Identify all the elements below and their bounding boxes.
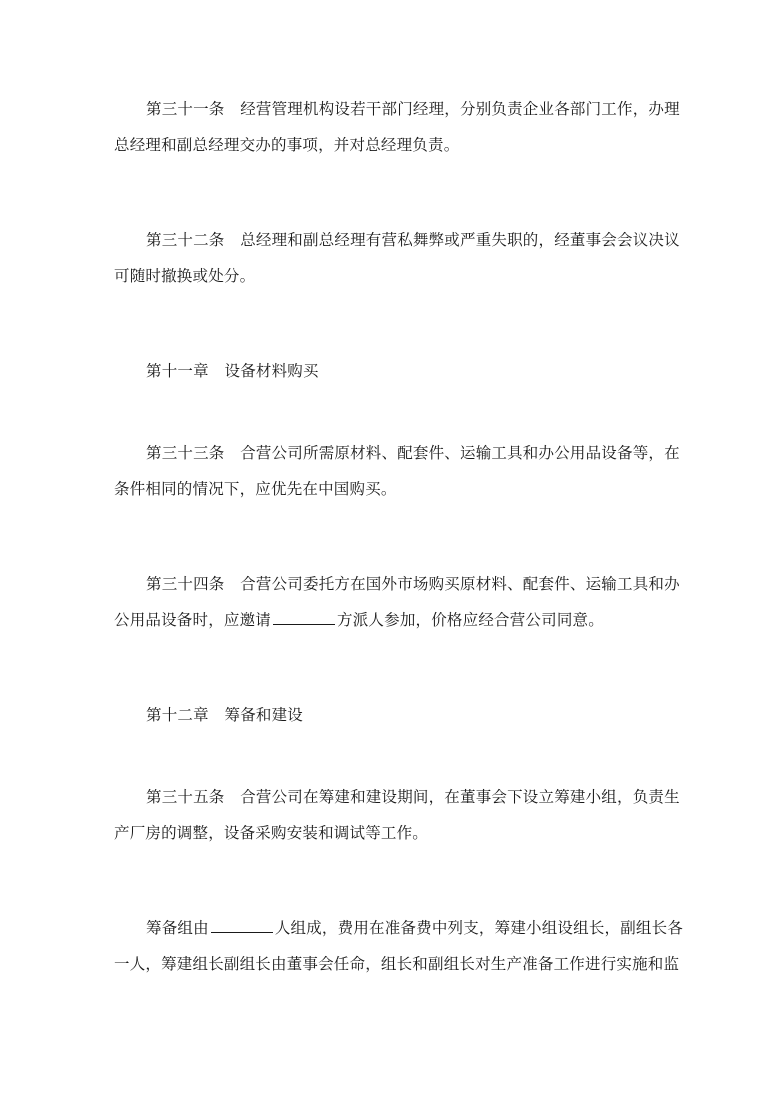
chapter-12-heading: 第十二章 筹备和建设 <box>146 706 304 724</box>
article-31 <box>114 91 680 163</box>
article-33-line-1-text: 第三十三条 合营公司所需原材料、配套件、运输工具和办公用品设备等，在 <box>146 444 680 462</box>
article-35-line-2: 产厂房的调整，设备采购安装和调试等工作。 <box>114 824 429 842</box>
fill-in-blank-party <box>273 610 335 625</box>
article-33-line-2: 条件相同的情况下，应优先在中国购买。 <box>114 480 397 498</box>
article-34-line-1-text: 第三十四条 合营公司委托方在国外市场购买原材料、配套件、运输工具和办 <box>146 575 680 593</box>
article-35 <box>114 779 680 851</box>
article-35-line-1 <box>114 779 680 815</box>
article-32-line-1 <box>114 222 680 258</box>
article-31-line-1 <box>114 91 680 127</box>
article-31-line-1-text: 第三十一条 经营管理机构设若干部门经理，分别负责企业各部门工作，办理 <box>146 100 680 118</box>
article-34 <box>114 566 680 638</box>
article-32 <box>114 222 680 294</box>
preparation-line-1-before: 筹备组由 <box>146 919 209 937</box>
article-33-line-1 <box>114 435 680 471</box>
article-31-line-2: 总经理和副总经理交办的事项，并对总经理负责。 <box>114 136 460 154</box>
article-35-line-1-text: 第三十五条 合营公司在筹建和建设期间，在董事会下设立筹建小组，负责生 <box>146 788 680 806</box>
article-34-line-1 <box>114 566 680 602</box>
article-34-line-2-after: 方派人参加，价格应经合营公司同意。 <box>337 611 604 629</box>
article-34-line-2 <box>114 602 664 638</box>
preparation-line-1-after: 人组成，费用在准备费中列支，筹建小组设组长，副组长各 <box>274 919 684 937</box>
chapter-11-heading: 第十一章 设备材料购买 <box>146 362 319 380</box>
fill-in-blank-count <box>211 918 273 933</box>
article-33 <box>114 435 680 507</box>
preparation-line-1 <box>114 910 684 946</box>
preparation-line-2: 一人，筹建组长副组长由董事会任命，组长和副组长对生产准备工作进行实施和监 <box>114 955 680 973</box>
article-32-line-2: 可随时撤换或处分。 <box>114 267 256 285</box>
article-34-line-2-before: 公用品设备时，应邀请 <box>114 611 272 629</box>
preparation-group-paragraph <box>114 910 684 982</box>
article-32-line-1-text: 第三十二条 总经理和副总经理有营私舞弊或严重失职的，经董事会会议决议 <box>146 231 680 249</box>
